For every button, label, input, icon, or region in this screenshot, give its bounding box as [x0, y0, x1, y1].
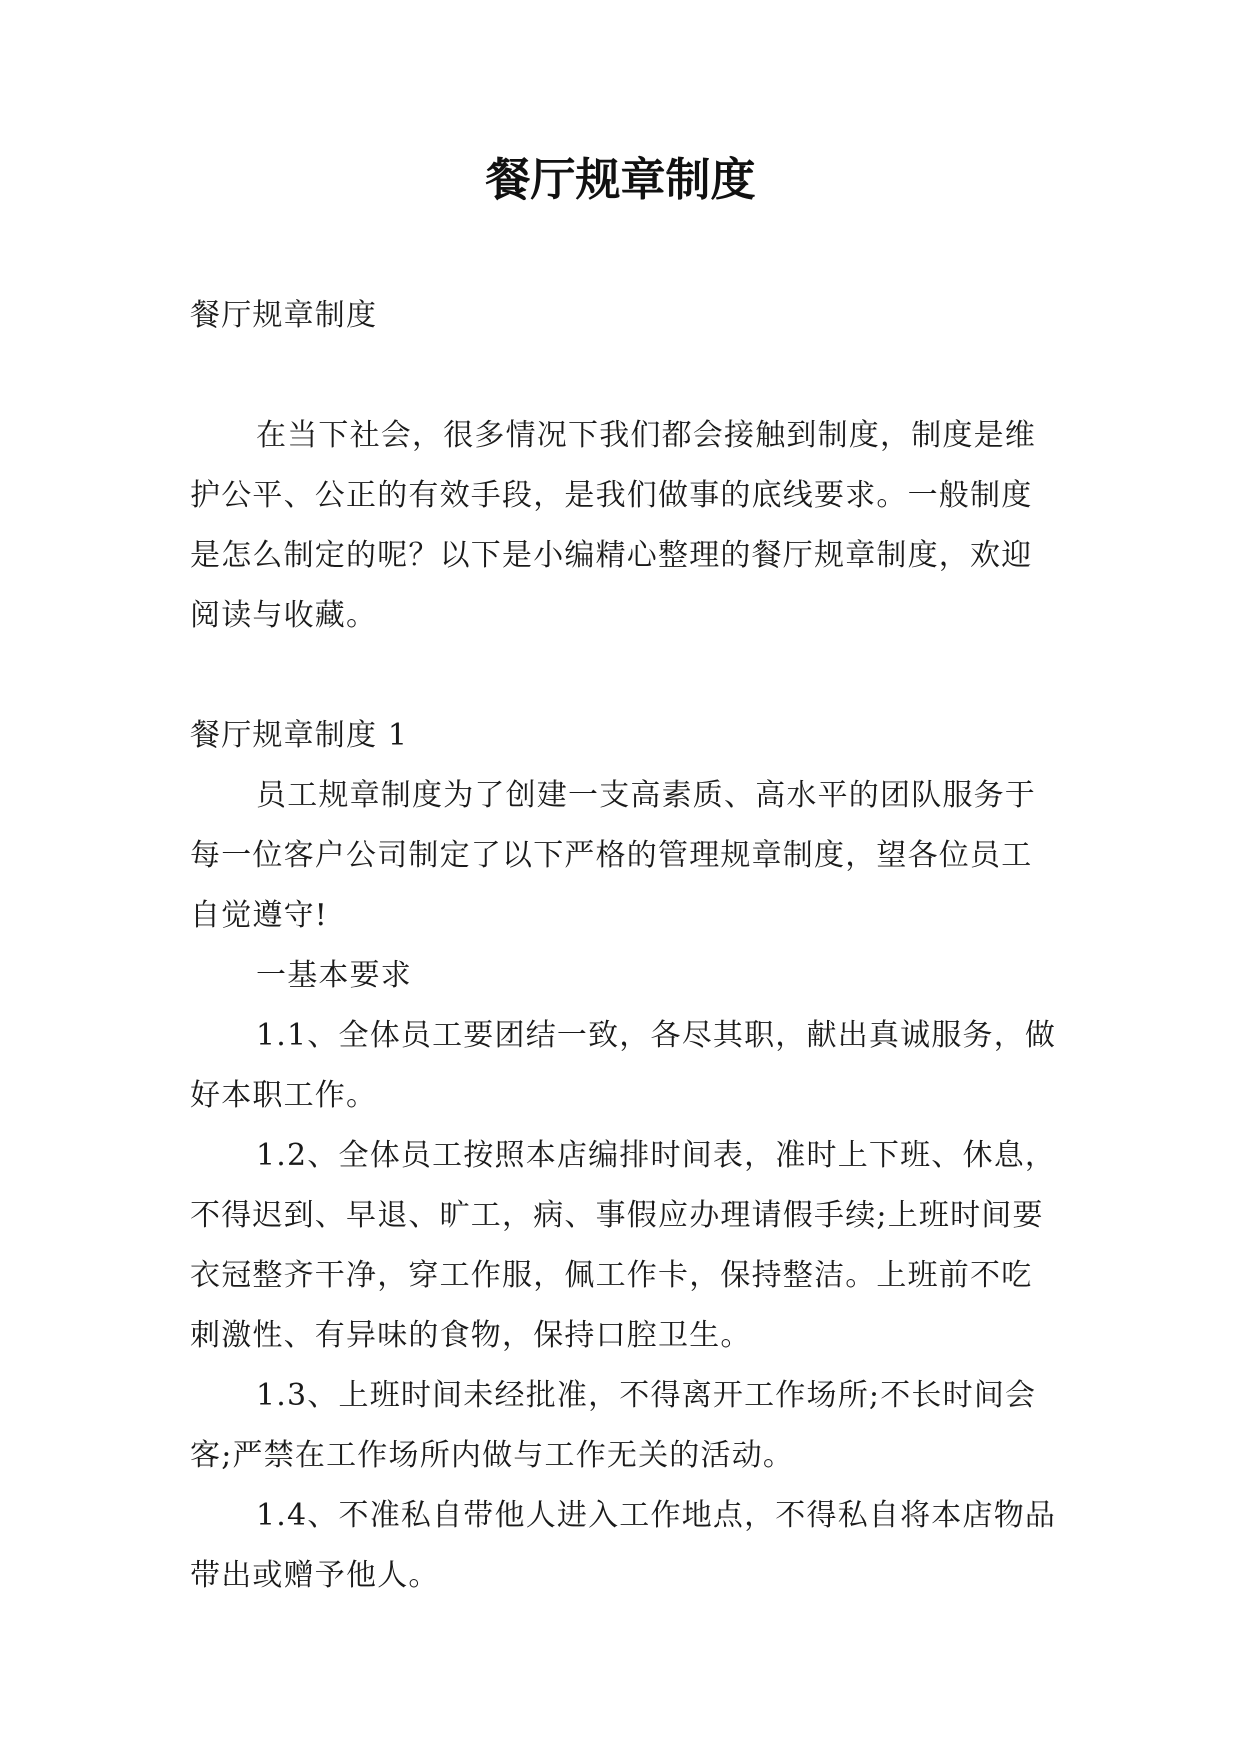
document-subtitle: 餐厅规章制度 [190, 298, 378, 333]
rule-paragraph: 1.1、全体员工要团结一致，各尽其职，献出真诚服务，做好本职工作。 [190, 1018, 1057, 1113]
spacer [190, 646, 1060, 706]
spacer [190, 346, 1060, 406]
intro-paragraph: 在当下社会，很多情况下我们都会接触到制度，制度是维护公平、公正的有效手段，是我们做事的底线要求。一般制度是怎么制定的呢？以下是小编精心整理的餐厅规章制度，欢迎阅读与收藏。 [190, 418, 1036, 633]
rule-paragraph: 1.4、不准私自带他人进入工作地点，不得私自将本店物品带出或赠予他人。 [190, 1498, 1057, 1593]
basic-requirements-heading: 一基本要求 [256, 958, 412, 993]
document-body [190, 286, 1060, 1606]
section-intro-paragraph: 员工规章制度为了创建一支高素质、高水平的团队服务于每一位客户公司制定了以下严格的管理规章制度，望各位员工自觉遵守! [190, 778, 1036, 933]
section-heading: 餐厅规章制度 1 [190, 718, 409, 753]
rule-paragraph: 1.2、全体员工按照本店编排时间表，准时上下班、休息，不得迟到、早退、旷工，病、事假应办理请假手续;上班时间要衣冠整齐干净，穿工作服，佩工作卡，保持整洁。上班前不吃刺激性、有异味的食物，保持口腔卫生。 [190, 1138, 1057, 1353]
document-title: 餐厅规章制度 [485, 153, 756, 206]
rule-paragraph: 1.3、上班时间未经批准，不得离开工作场所;不长时间会客;严禁在工作场所内做与工作无关的活动。 [190, 1378, 1037, 1473]
